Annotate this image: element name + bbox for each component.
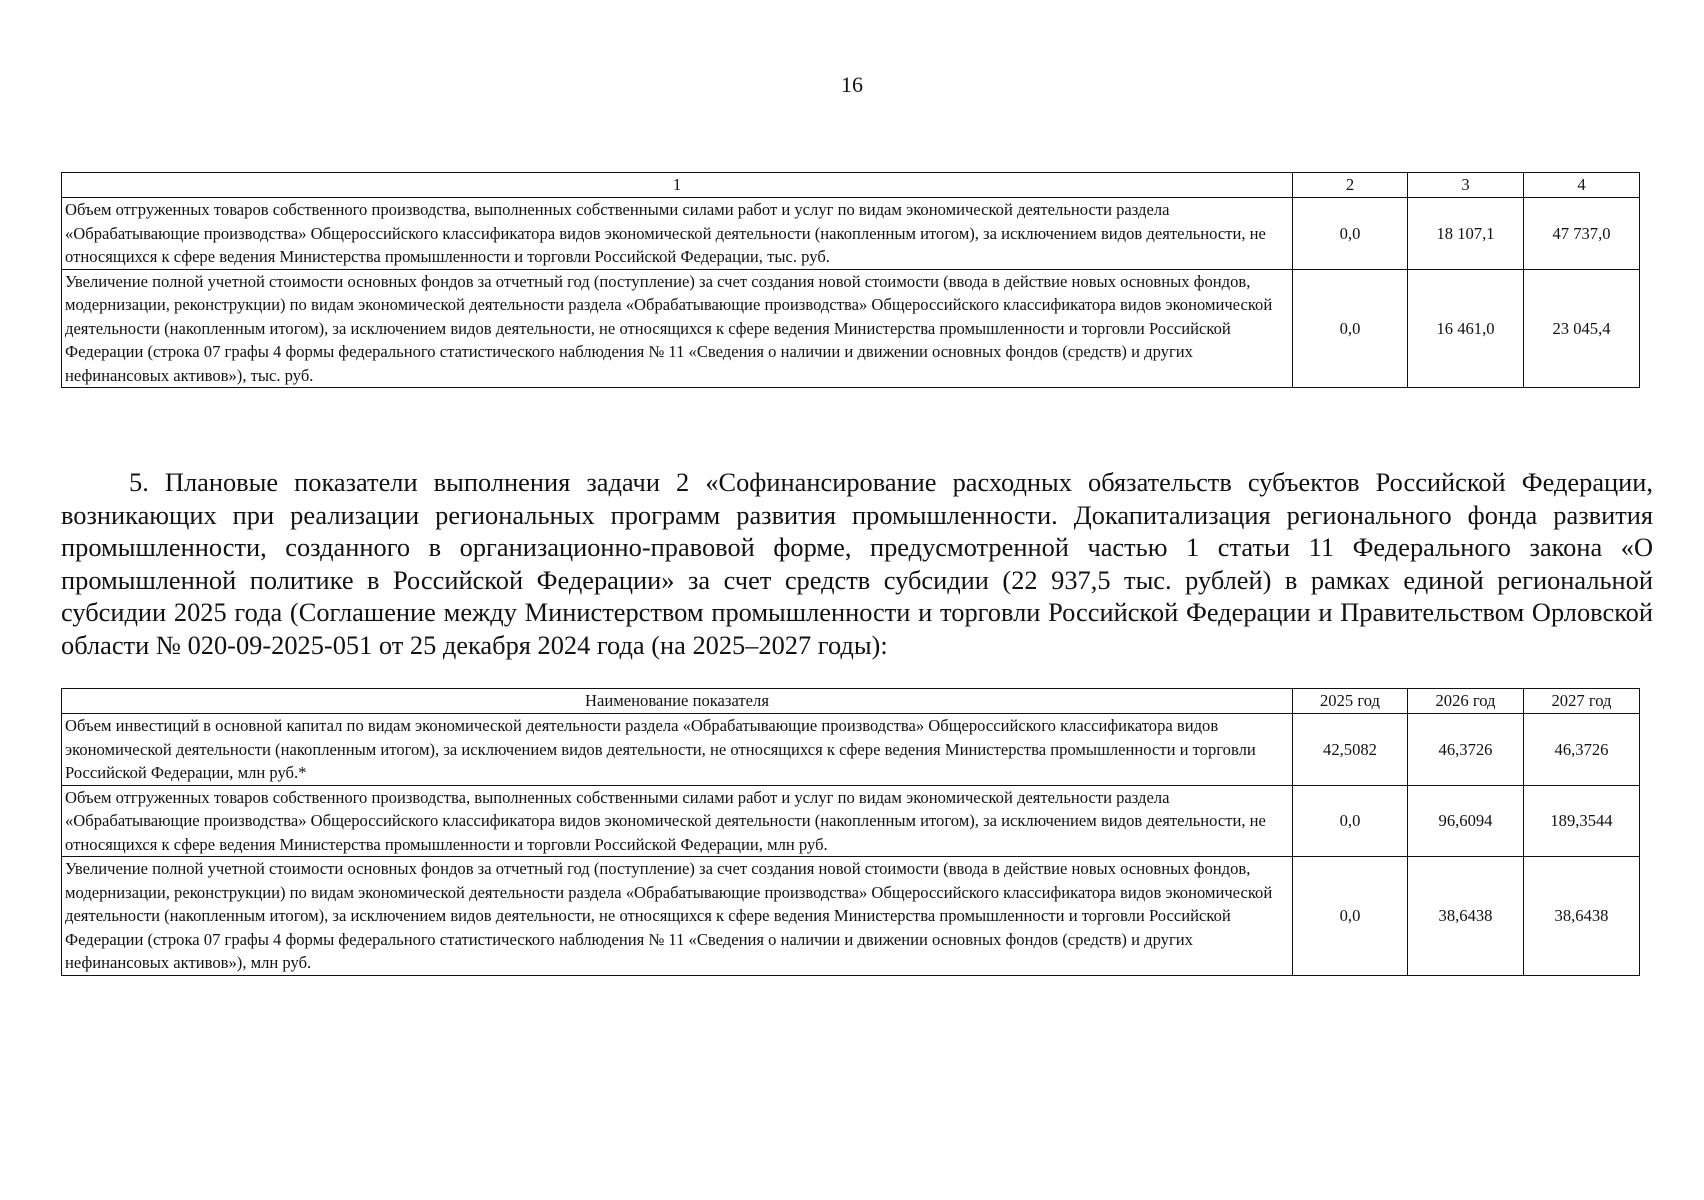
table-header-row [62, 689, 1640, 714]
table-row [62, 269, 1640, 388]
indicator-value: 38,6438 [1524, 857, 1640, 976]
indicator-value: 42,5082 [1293, 714, 1408, 786]
indicator-value: 47 737,0 [1524, 198, 1640, 270]
indicator-value: 0,0 [1293, 785, 1408, 857]
indicator-name: Увеличение полной учетной стоимости основных фондов за отчетный год (поступление) за счет создания новой стоимости (ввода в действие новых основных фондов, модернизации, реконструкции) по видам экономической деятельности раздела «Обрабатывающие производства» Общероссийского классификатора видов экономической деятельности (накопленным итогом), за исключением видов деятельности, не относящихся к сфере ведения Министерства промышленности и торговли Российской Федерации (строка 07 графы 4 формы федерального статистического наблюдения № 11 «Сведения о наличии и движении основных фондов (средств) и других нефинансовых активов»), тыс. руб. [62, 269, 1293, 388]
indicator-value: 0,0 [1293, 857, 1408, 976]
indicator-name: Увеличение полной учетной стоимости основных фондов за отчетный год (поступление) за счет создания новой стоимости (ввода в действие новых основных фондов, модернизации, реконструкции) по видам экономической деятельности раздела «Обрабатывающие производства» Общероссийского классификатора видов экономической деятельности (накопленным итогом), за исключением видов деятельности, не относящихся к сфере ведения Министерства промышленности и торговли Российской Федерации (строка 07 графы 4 формы федерального статистического наблюдения № 11 «Сведения о наличии и движении основных фондов (средств) и других нефинансовых активов»), млн руб. [62, 857, 1293, 976]
column-header: 1 [62, 173, 1293, 198]
table-row [62, 198, 1640, 270]
indicator-name: Объем отгруженных товаров собственного производства, выполненных собственными силами работ и услуг по видам экономической деятельности раздела «Обрабатывающие производства» Общероссийского классификатора видов экономической деятельности (накопленным итогом), за исключением видов деятельности, не относящихся к сфере ведения Министерства промышленности и торговли Российской Федерации, тыс. руб. [62, 198, 1293, 270]
page-number: 16 [841, 72, 863, 97]
indicator-value: 38,6438 [1408, 857, 1524, 976]
indicator-value: 16 461,0 [1408, 269, 1524, 388]
column-header-year: 2027 год [1524, 689, 1640, 714]
indicators-table-continued [61, 172, 1640, 388]
table-header-row [62, 173, 1640, 198]
table-row [62, 857, 1640, 976]
column-header-year: 2026 год [1408, 689, 1524, 714]
indicator-name: Объем отгруженных товаров собственного производства, выполненных собственными силами работ и услуг по видам экономической деятельности раздела «Обрабатывающие производства» Общероссийского классификатора видов экономической деятельности (накопленным итогом), за исключением видов деятельности, не относящихся к сфере ведения Министерства промышленности и торговли Российской Федерации, млн руб. [62, 785, 1293, 857]
indicator-value: 0,0 [1293, 198, 1408, 270]
indicator-name: Объем инвестиций в основной капитал по видам экономической деятельности раздела «Обрабатывающие производства» Общероссийского классификатора видов экономической деятельности (накопленным итогом), за исключением видов деятельности, не относящихся к сфере ведения Министерства промышленности и торговли Российской Федерации, млн руб.* [62, 714, 1293, 786]
column-header-year: 2025 год [1293, 689, 1408, 714]
column-header: 2 [1293, 173, 1408, 198]
column-header: 3 [1408, 173, 1524, 198]
indicator-value: 18 107,1 [1408, 198, 1524, 270]
column-header-indicator-name: Наименование показателя [62, 689, 1293, 714]
indicator-value: 46,3726 [1408, 714, 1524, 786]
column-header: 4 [1524, 173, 1640, 198]
table-row [62, 785, 1640, 857]
section-5-paragraph: 5. Плановые показатели выполнения задачи 2 «Софинансирование расходных обязательств субъектов Российской Федерации, возникающих при реализации региональных программ развития промышленности. Докапитализация регионального фонда развития промышленности, созданного в организационно-правовой форме, предусмотренной частью 1 статьи 11 Федерального закона «О промышленной политике в Российской Федерации» за счет средств субсидии (22 937,5 тыс. рублей) в рамках единой региональной субсидии 2025 года (Соглашение между Министерством промышленности и торговли Российской Федерации и Правительством Орловской области № 020-09-2025-051 от 25 декабря 2024 года (на 2025–2027 годы): [61, 467, 1653, 660]
planned-indicators-table [61, 688, 1640, 976]
indicator-value: 23 045,4 [1524, 269, 1640, 388]
indicator-value: 0,0 [1293, 269, 1408, 388]
table-row [62, 714, 1640, 786]
indicator-value: 96,6094 [1408, 785, 1524, 857]
indicator-value: 189,3544 [1524, 785, 1640, 857]
indicator-value: 46,3726 [1524, 714, 1640, 786]
